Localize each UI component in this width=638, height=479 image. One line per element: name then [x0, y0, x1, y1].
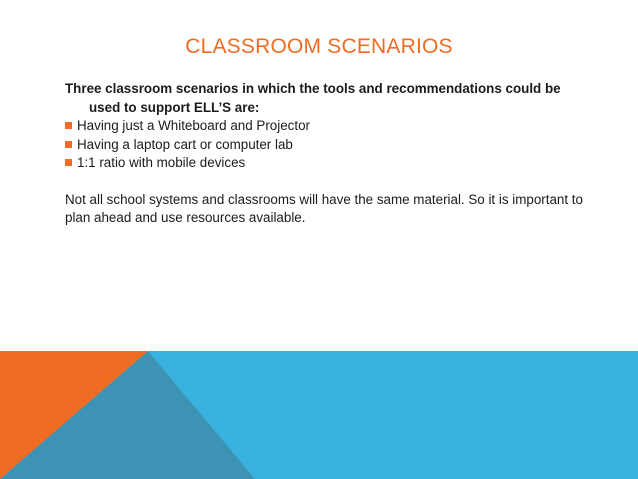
bullet-list [65, 117, 585, 173]
slide-title: CLASSROOM SCENARIOS [185, 35, 453, 58]
square-bullet-icon [65, 159, 72, 166]
square-bullet-icon [65, 122, 72, 129]
square-bullet-icon [65, 141, 72, 148]
bullet-text: 1:1 ratio with mobile devices [77, 155, 246, 170]
slide-body [65, 80, 585, 228]
bullet-text: Having just a Whiteboard and Projector [77, 118, 310, 133]
bullet-text: Having a laptop cart or computer lab [77, 136, 293, 152]
intro-text: Three classroom scenarios in which the tools and recommendations could be used to support ELL’S are: [65, 81, 561, 115]
list-item [65, 136, 585, 155]
list-item [65, 154, 585, 173]
list-item [65, 117, 585, 136]
note-text: Not all school systems and classrooms will have the same material. So it is important to plan ahead and use resources available. [65, 191, 583, 225]
decorative-footer-band [0, 351, 638, 479]
